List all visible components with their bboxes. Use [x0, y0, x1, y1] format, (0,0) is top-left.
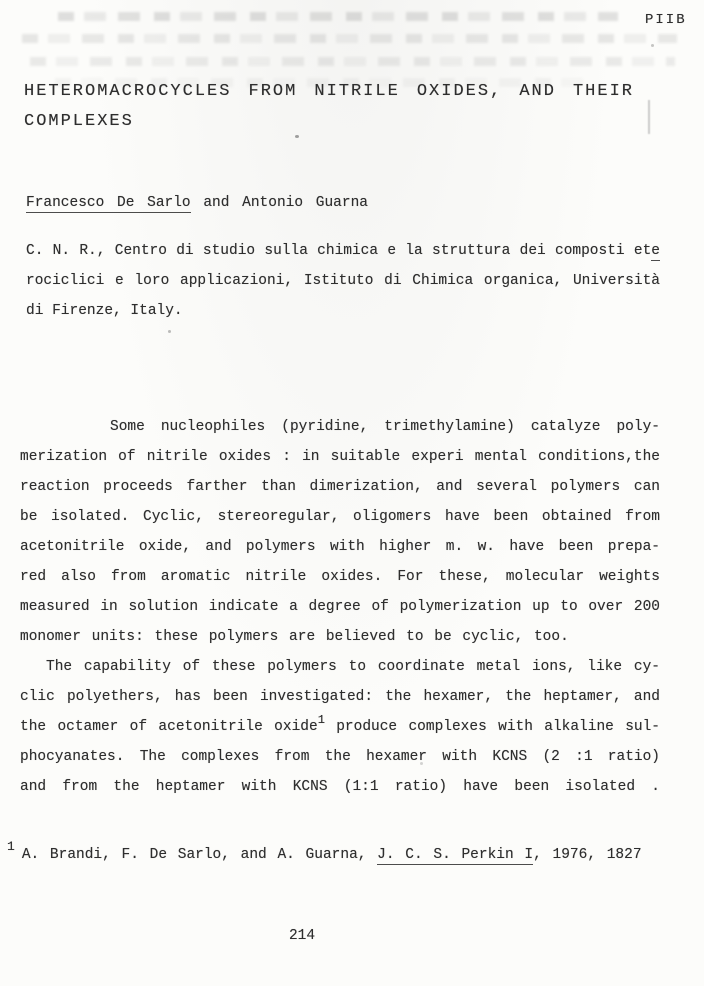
affiliation-line: rociclici e loro applicazioni, Istituto di Chimica organica, Università [26, 273, 660, 289]
text-line: merization of nitrile oxides : in suitable experi mental conditions,the [20, 449, 660, 465]
session-code-label: PIIB [645, 12, 687, 28]
text-line: clic polyethers, has been investigated: the hexamer, the heptamer, and [20, 689, 660, 705]
footnote-citation-tail: , 1976, 1827 [533, 847, 642, 863]
text-line: The capability of these polymers to coordinate metal ions, like cy- [46, 659, 660, 675]
hyphenation-mark: e [651, 243, 660, 259]
affiliation [26, 236, 660, 326]
scan-artifact-scratch [648, 100, 650, 134]
footnote-reference-superscript: 1 [317, 713, 325, 727]
text-line: acetonitrile oxide, and polymers with higher m. w. have been prepa- [20, 539, 660, 555]
author-names-rest: and Antonio Guarna [190, 195, 368, 211]
text-line: and from the heptamer with KCNS (1:1 ratio) have been isolated . [20, 779, 660, 795]
text-line: measured in solution indicate a degree of polymerization up to over 200 [20, 599, 660, 615]
affiliation-line: di Firenze, Italy. [26, 303, 183, 319]
abstract-paragraph-1 [20, 412, 660, 652]
text-line: red also from aromatic nitrile oxides. For these, molecular weights [20, 569, 660, 585]
affiliation-line: C. N. R., Centro di studio sulla chimica e la struttura dei composti ete [26, 243, 660, 259]
text-line: reaction proceeds farther than dimerization, and several polymers can [20, 479, 660, 495]
text-line: the octamer of acetonitrile oxide$^1$ produce complexes with alkaline sul- [20, 713, 661, 735]
text-line: Some nucleophiles (pyridine, trimethylamine) catalyze poly- [110, 419, 660, 435]
author-name-underlined: Francesco De Sarlo [26, 195, 191, 211]
authors-line [26, 188, 368, 218]
scan-bleedthrough-row [30, 57, 675, 66]
footnote [7, 840, 657, 870]
scan-bleedthrough-row [58, 12, 618, 21]
page-number: 214 [288, 928, 316, 944]
scan-artifact-dot [651, 44, 654, 47]
text-line: monomer units: these polymers are believed to be cyclic, too. [20, 629, 569, 645]
footnote-marker: 1 [7, 839, 15, 854]
journal-name-underlined: J. C. S. Perkin I [377, 847, 534, 863]
paper-title [24, 77, 634, 137]
abstract-paragraph-2 [20, 652, 660, 802]
text-line: phocyanates. The complexes from the hexamer with KCNS (2 :1 ratio) [20, 749, 660, 765]
scan-bleedthrough-row [22, 34, 677, 43]
scan-artifact-dot [168, 330, 171, 333]
title-line: COMPLEXES [24, 112, 134, 131]
title-line: HETEROMACROCYCLES FROM NITRILE OXIDES, AND THEIR [24, 82, 634, 101]
footnote-citation: A. Brandi, F. De Sarlo, and A. Guarna, [21, 847, 378, 863]
text-line: be isolated. Cyclic, stereoregular, oligomers have been obtained from [20, 509, 660, 525]
